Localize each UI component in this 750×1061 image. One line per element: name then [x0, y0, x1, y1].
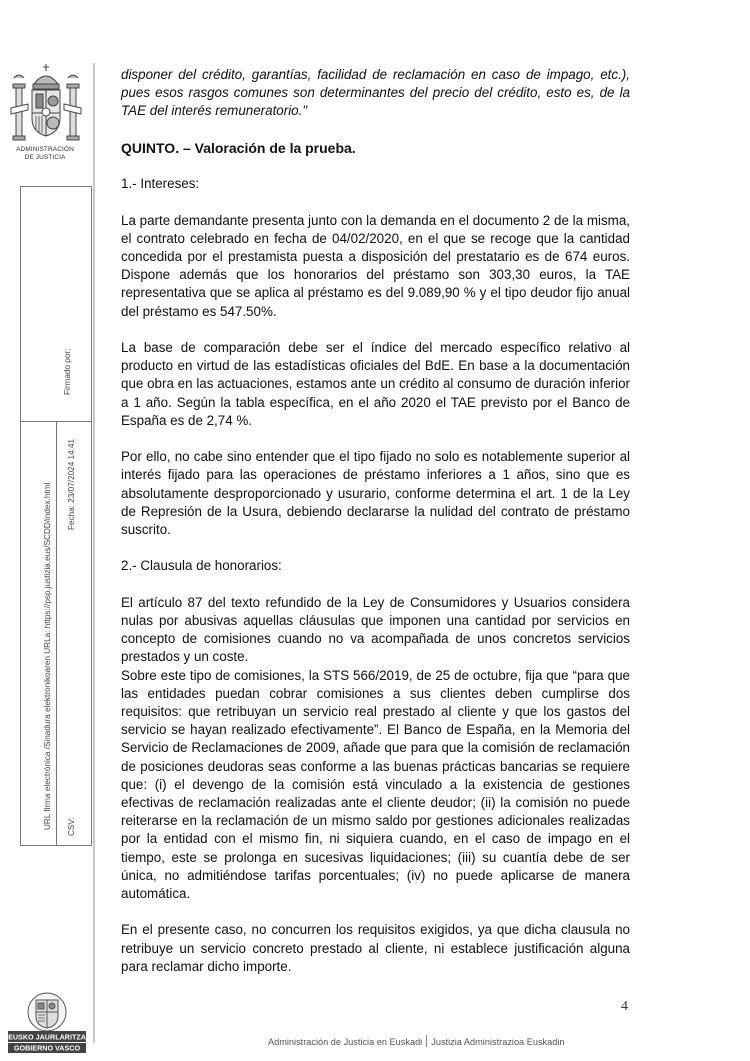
- page-number: 4: [621, 999, 628, 1014]
- signature-date: Fecha: 23/07/2024 14:41: [67, 438, 76, 530]
- section-heading: QUINTO. – Valoración de la prueba.: [121, 139, 356, 156]
- page-footer: [268, 1035, 565, 1047]
- eusko-jaurlaritza-logo-icon: [6, 988, 88, 1054]
- body-paragraph: La base de comparación debe ser el índice del mercado específico relativo al producto en virtud de las estadísticas oficiales del BdE. En base a la documentación que obra en las actuaciones, estamos ante un crédito al consumo de duración inferior a 1 año. Según la tabla específica, en el año 2020 el TAE previsto por el Banco de España es de 2,74 %.: [121, 339, 630, 428]
- logo-text-line-1: EUSKO JAURLARITZA: [8, 1032, 86, 1042]
- body-paragraph: Por ello, no cabe sino entender que el tipo fijado no solo es notablemente superior al interés fijado para las operaciones de préstamo inferiores a 1 años, sino que es absolutamente desproporcionado y usurario, conforme determina el art. 1 de la Ley de Represión de la Usura, debiendo declararse la nulidad del contrato de préstamo suscrito.: [121, 449, 630, 537]
- document-body: [121, 66, 630, 976]
- signed-by-label: Firmado por:: [63, 348, 72, 395]
- emblem-label: [10, 146, 80, 162]
- body-paragraph: Sobre este tipo de comisiones, la STS 566/2019, de 25 de octubre, fija que “para que las entidades puedan cobrar comisiones a sus clientes deben cumplirse dos requisitos: que retribuyan un servicio real prestado al cliente y que los gastos del servicio se hayan realizado efectivamente”. El Banco de España, en la Memoria del Servicio de Reclamaciones de 2009, añade que para que la comisión de reclamación de posiciones deudoras seas conforme a las buenas prácticas bancarias se requiere que: (i) el devengo de la comisión está vinculado a la existencia de gestiones efectivas de reclamación realizadas ante el cliente deudor; (ii) la comisión no puede reiterarse en la reclamación de un mismo saldo por gestiones adicionales realizadas por la entidad con el mismo fin, ni siquiera cuando, en el caso de impago en el tiempo, este se prolonga en sucesivas liquidaciones; (iii) su cuantía debe de ser única, no admitiéndose tarifas porcentuales; (iv) no puede aplicarse de manera automática.: [121, 667, 630, 902]
- body-paragraph: La parte demandante presenta junto con la demanda en el documento 2 de la misma, el contrato celebrado en fecha de 04/02/2020, en el que se recoge que la cantidad concedida por el prestamista puesta a disposición del prestatario es de 674 euros. Dispone además que los honorarios del préstamo son 303,30 euros, la TAE representativa que se aplica al préstamo es del 9.089,90 % y el tipo deudor fijo anual del préstamo es 547.50%.: [121, 212, 630, 319]
- footer-separator: [426, 1035, 427, 1047]
- subsection-heading-honorarios: 2.- Clausula de honorarios:: [121, 558, 282, 574]
- subsection-heading-intereses: 1.- Intereses:: [121, 176, 200, 192]
- signature-box-column-divider: [56, 421, 57, 846]
- electronic-signature-url[interactable]: URL firma electrónica /Sinadura elektronikoaren URLa: https://psp.justizia.eus/SCDD/index.html: [43, 482, 52, 830]
- quoted-paragraph: disponer del crédito, garantías, facilidad de reclamación en caso de impago, etc.), pues esos rasgos comunes son determinantes del precio del crédito, esto es, de la TAE del interés remuneratorio.": [121, 67, 630, 119]
- footer-text-es: Administración de Justicia en Euskadi: [268, 1037, 423, 1047]
- margin-rule: [93, 63, 95, 1043]
- emblem-label-line-1: ADMINISTRACIÓN: [16, 146, 74, 153]
- signature-box: [20, 186, 92, 846]
- footer-text-eu: Justizia Administrazioa Euskadin: [431, 1037, 565, 1047]
- emblem-label-line-2: DE JUSTICIA: [24, 154, 66, 161]
- spain-coat-of-arms-icon: [8, 58, 84, 156]
- body-paragraph: En el presente caso, no concurren los requisitos exigidos, ya que dicha clausula no retribuye un servicio concreto prestado al cliente, ni establece justificación alguna para reclamar dicho importe.: [121, 922, 630, 974]
- csv-label: CSV:: [67, 817, 76, 836]
- body-paragraph: El artículo 87 del texto refundido de la Ley de Consumidores y Usuarios considera nulas por abusivas aquellas cláusulas que imponen una cantidad por servicios en concepto de comisiones cuando no va acompañada de unos concretos servicios prestados y un coste.: [121, 594, 630, 665]
- logo-text-line-2: GOBIERNO VASCO: [13, 1043, 81, 1053]
